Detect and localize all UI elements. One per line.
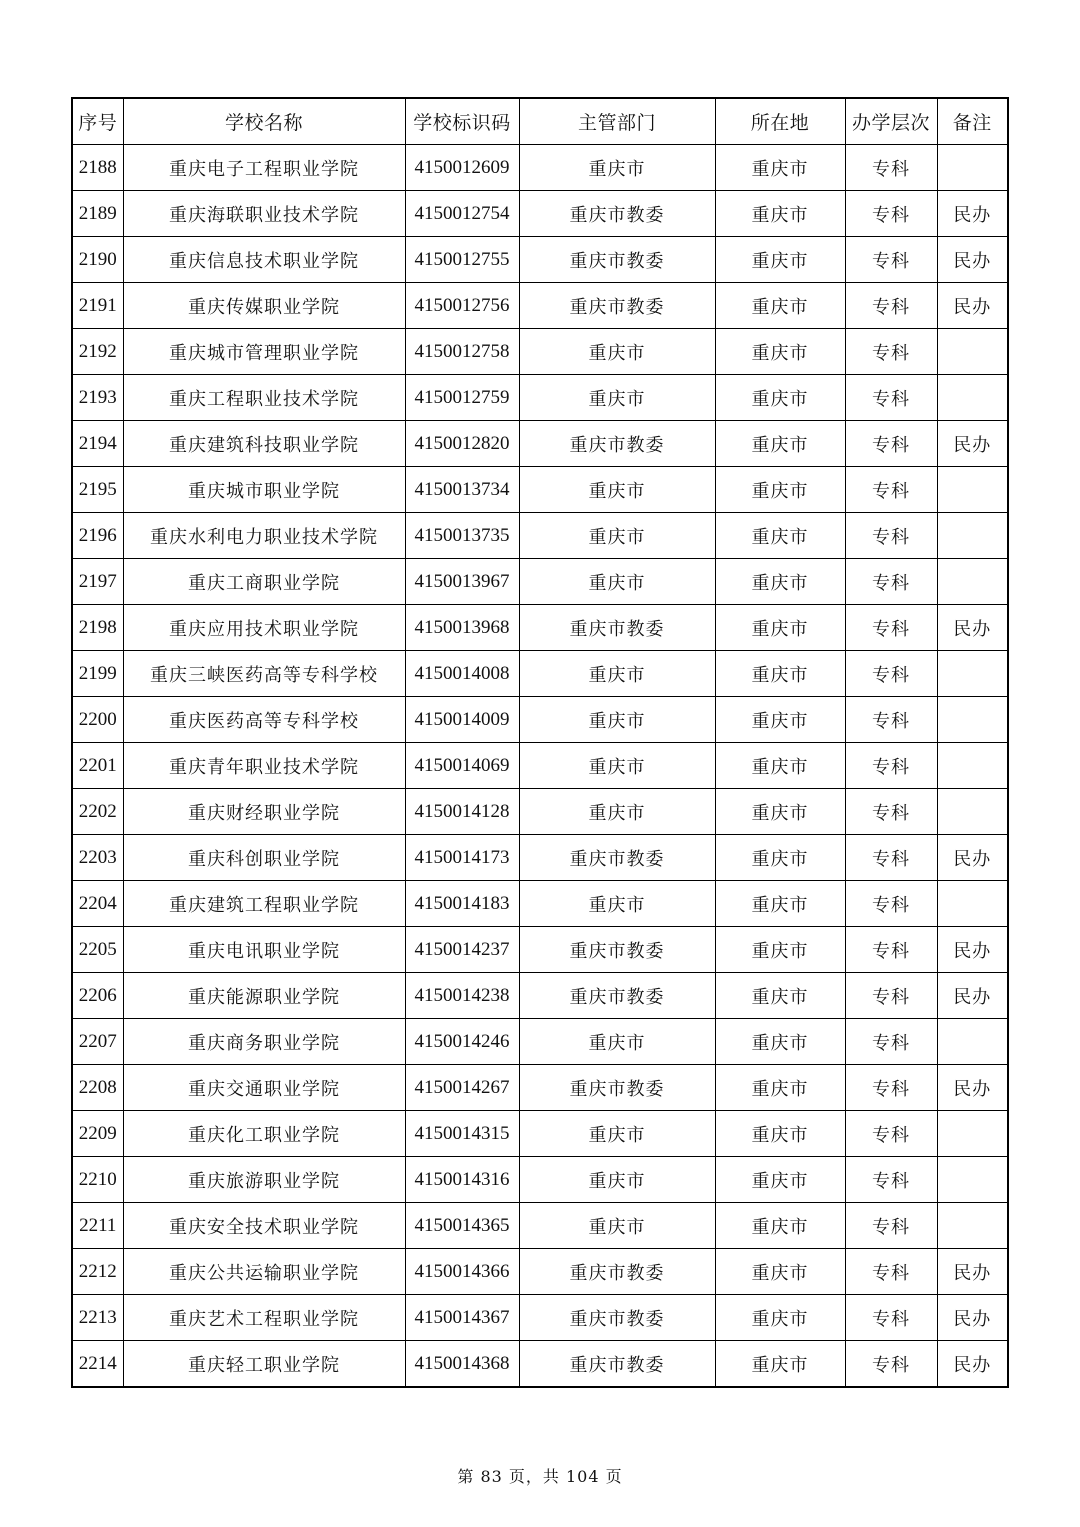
cell-note: 民办 <box>937 1341 1008 1388</box>
cell-level: 专科 <box>845 1111 937 1157</box>
cell-note <box>937 1157 1008 1203</box>
cell-school-code: 4150014069 <box>405 743 519 789</box>
cell-seq: 2211 <box>72 1203 123 1249</box>
cell-school-name: 重庆青年职业技术学院 <box>123 743 405 789</box>
page-footer <box>0 1464 1080 1487</box>
cell-school-name: 重庆安全技术职业学院 <box>123 1203 405 1249</box>
cell-seq: 2189 <box>72 191 123 237</box>
cell-location: 重庆市 <box>715 605 845 651</box>
cell-level: 专科 <box>845 651 937 697</box>
cell-department: 重庆市 <box>519 1203 715 1249</box>
cell-school-name: 重庆旅游职业学院 <box>123 1157 405 1203</box>
cell-department: 重庆市教委 <box>519 283 715 329</box>
table-row <box>72 145 1008 191</box>
cell-school-name: 重庆三峡医药高等专科学校 <box>123 651 405 697</box>
cell-note <box>937 1111 1008 1157</box>
cell-school-code: 4150014238 <box>405 973 519 1019</box>
cell-location: 重庆市 <box>715 283 845 329</box>
cell-seq: 2202 <box>72 789 123 835</box>
cell-location: 重庆市 <box>715 329 845 375</box>
cell-department: 重庆市 <box>519 789 715 835</box>
cell-seq: 2196 <box>72 513 123 559</box>
cell-note: 民办 <box>937 927 1008 973</box>
cell-note <box>937 467 1008 513</box>
cell-level: 专科 <box>845 1341 937 1388</box>
cell-school-code: 4150014368 <box>405 1341 519 1388</box>
cell-school-name: 重庆科创职业学院 <box>123 835 405 881</box>
cell-level: 专科 <box>845 605 937 651</box>
cell-school-code: 4150012756 <box>405 283 519 329</box>
cell-seq: 2199 <box>72 651 123 697</box>
table-row <box>72 1341 1008 1388</box>
cell-department: 重庆市 <box>519 697 715 743</box>
cell-school-name: 重庆水利电力职业技术学院 <box>123 513 405 559</box>
cell-school-name: 重庆建筑工程职业学院 <box>123 881 405 927</box>
cell-school-code: 4150014365 <box>405 1203 519 1249</box>
cell-department: 重庆市 <box>519 329 715 375</box>
cell-department: 重庆市教委 <box>519 835 715 881</box>
table-row <box>72 973 1008 1019</box>
cell-location: 重庆市 <box>715 237 845 283</box>
cell-school-name: 重庆工程职业技术学院 <box>123 375 405 421</box>
cell-department: 重庆市 <box>519 743 715 789</box>
cell-department: 重庆市 <box>519 559 715 605</box>
cell-note <box>937 145 1008 191</box>
header-department: 主管部门 <box>519 98 715 145</box>
cell-school-name: 重庆交通职业学院 <box>123 1065 405 1111</box>
cell-school-code: 4150014009 <box>405 697 519 743</box>
table-row <box>72 789 1008 835</box>
cell-note <box>937 1019 1008 1065</box>
cell-seq: 2206 <box>72 973 123 1019</box>
cell-school-code: 4150014367 <box>405 1295 519 1341</box>
cell-note: 民办 <box>937 191 1008 237</box>
cell-location: 重庆市 <box>715 1019 845 1065</box>
cell-seq: 2190 <box>72 237 123 283</box>
cell-location: 重庆市 <box>715 1203 845 1249</box>
cell-level: 专科 <box>845 881 937 927</box>
cell-department: 重庆市 <box>519 1157 715 1203</box>
cell-level: 专科 <box>845 743 937 789</box>
cell-seq: 2213 <box>72 1295 123 1341</box>
cell-school-name: 重庆医药高等专科学校 <box>123 697 405 743</box>
cell-location: 重庆市 <box>715 973 845 1019</box>
cell-note <box>937 375 1008 421</box>
cell-level: 专科 <box>845 927 937 973</box>
cell-note <box>937 651 1008 697</box>
table-row <box>72 283 1008 329</box>
cell-school-name: 重庆城市职业学院 <box>123 467 405 513</box>
cell-note: 民办 <box>937 973 1008 1019</box>
cell-department: 重庆市教委 <box>519 191 715 237</box>
cell-school-name: 重庆商务职业学院 <box>123 1019 405 1065</box>
cell-note <box>937 881 1008 927</box>
cell-location: 重庆市 <box>715 881 845 927</box>
table-row <box>72 1249 1008 1295</box>
school-list-page <box>71 97 1007 1388</box>
cell-department: 重庆市教委 <box>519 421 715 467</box>
footer-suffix: 页 <box>605 1467 623 1486</box>
cell-location: 重庆市 <box>715 1249 845 1295</box>
cell-location: 重庆市 <box>715 145 845 191</box>
cell-department: 重庆市教委 <box>519 1249 715 1295</box>
cell-location: 重庆市 <box>715 1065 845 1111</box>
cell-department: 重庆市 <box>519 1111 715 1157</box>
cell-school-name: 重庆海联职业技术学院 <box>123 191 405 237</box>
cell-school-code: 4150012758 <box>405 329 519 375</box>
cell-location: 重庆市 <box>715 743 845 789</box>
cell-location: 重庆市 <box>715 559 845 605</box>
cell-location: 重庆市 <box>715 927 845 973</box>
cell-school-name: 重庆传媒职业学院 <box>123 283 405 329</box>
cell-department: 重庆市教委 <box>519 1295 715 1341</box>
table-row <box>72 1019 1008 1065</box>
cell-location: 重庆市 <box>715 513 845 559</box>
cell-school-code: 4150013968 <box>405 605 519 651</box>
cell-department: 重庆市教委 <box>519 973 715 1019</box>
cell-school-name: 重庆应用技术职业学院 <box>123 605 405 651</box>
cell-seq: 2193 <box>72 375 123 421</box>
cell-school-code: 4150014316 <box>405 1157 519 1203</box>
cell-level: 专科 <box>845 237 937 283</box>
cell-location: 重庆市 <box>715 789 845 835</box>
table-body <box>72 145 1008 1388</box>
cell-school-code: 4150013967 <box>405 559 519 605</box>
table-row <box>72 237 1008 283</box>
cell-location: 重庆市 <box>715 1111 845 1157</box>
cell-school-code: 4150013734 <box>405 467 519 513</box>
cell-school-code: 4150012755 <box>405 237 519 283</box>
footer-middle: 页，共 <box>508 1467 560 1486</box>
table-row <box>72 1065 1008 1111</box>
cell-note: 民办 <box>937 1065 1008 1111</box>
cell-note <box>937 559 1008 605</box>
cell-school-code: 4150014315 <box>405 1111 519 1157</box>
cell-seq: 2198 <box>72 605 123 651</box>
cell-location: 重庆市 <box>715 191 845 237</box>
cell-school-name: 重庆化工职业学院 <box>123 1111 405 1157</box>
header-seq: 序号 <box>72 98 123 145</box>
cell-department: 重庆市 <box>519 1019 715 1065</box>
cell-location: 重庆市 <box>715 467 845 513</box>
footer-page-number: 83 <box>480 1467 503 1486</box>
cell-seq: 2203 <box>72 835 123 881</box>
header-school-name: 学校名称 <box>123 98 405 145</box>
cell-seq: 2192 <box>72 329 123 375</box>
cell-seq: 2201 <box>72 743 123 789</box>
cell-seq: 2209 <box>72 1111 123 1157</box>
cell-school-code: 4150012820 <box>405 421 519 467</box>
cell-department: 重庆市 <box>519 375 715 421</box>
cell-location: 重庆市 <box>715 375 845 421</box>
cell-school-code: 4150014128 <box>405 789 519 835</box>
header-note: 备注 <box>937 98 1008 145</box>
cell-seq: 2207 <box>72 1019 123 1065</box>
cell-note: 民办 <box>937 237 1008 283</box>
cell-school-name: 重庆建筑科技职业学院 <box>123 421 405 467</box>
cell-school-name: 重庆艺术工程职业学院 <box>123 1295 405 1341</box>
cell-location: 重庆市 <box>715 1295 845 1341</box>
cell-department: 重庆市 <box>519 467 715 513</box>
cell-school-code: 4150014183 <box>405 881 519 927</box>
cell-level: 专科 <box>845 513 937 559</box>
cell-school-name: 重庆轻工职业学院 <box>123 1341 405 1388</box>
cell-note: 民办 <box>937 1249 1008 1295</box>
table-row <box>72 651 1008 697</box>
cell-seq: 2214 <box>72 1341 123 1388</box>
cell-level: 专科 <box>845 375 937 421</box>
cell-location: 重庆市 <box>715 1157 845 1203</box>
cell-department: 重庆市教委 <box>519 237 715 283</box>
cell-department: 重庆市 <box>519 651 715 697</box>
cell-level: 专科 <box>845 421 937 467</box>
cell-location: 重庆市 <box>715 697 845 743</box>
cell-seq: 2197 <box>72 559 123 605</box>
table-row <box>72 697 1008 743</box>
table-row <box>72 467 1008 513</box>
table-row <box>72 421 1008 467</box>
cell-seq: 2210 <box>72 1157 123 1203</box>
cell-school-name: 重庆电讯职业学院 <box>123 927 405 973</box>
cell-note: 民办 <box>937 421 1008 467</box>
cell-department: 重庆市教委 <box>519 605 715 651</box>
cell-seq: 2212 <box>72 1249 123 1295</box>
table-row <box>72 559 1008 605</box>
cell-note <box>937 513 1008 559</box>
header-level: 办学层次 <box>845 98 937 145</box>
cell-note: 民办 <box>937 605 1008 651</box>
table-row <box>72 1111 1008 1157</box>
cell-seq: 2188 <box>72 145 123 191</box>
cell-school-code: 4150014008 <box>405 651 519 697</box>
cell-school-name: 重庆城市管理职业学院 <box>123 329 405 375</box>
table-row <box>72 1203 1008 1249</box>
header-school-code: 学校标识码 <box>405 98 519 145</box>
cell-note <box>937 743 1008 789</box>
cell-school-code: 4150014267 <box>405 1065 519 1111</box>
table-row <box>72 743 1008 789</box>
cell-school-code: 4150014246 <box>405 1019 519 1065</box>
cell-level: 专科 <box>845 1157 937 1203</box>
cell-level: 专科 <box>845 835 937 881</box>
cell-school-code: 4150014237 <box>405 927 519 973</box>
cell-department: 重庆市 <box>519 881 715 927</box>
cell-level: 专科 <box>845 1203 937 1249</box>
cell-seq: 2204 <box>72 881 123 927</box>
table-row <box>72 1295 1008 1341</box>
cell-school-name: 重庆信息技术职业学院 <box>123 237 405 283</box>
cell-level: 专科 <box>845 329 937 375</box>
school-table <box>71 97 1009 1388</box>
cell-department: 重庆市 <box>519 145 715 191</box>
cell-note <box>937 697 1008 743</box>
cell-school-code: 4150012754 <box>405 191 519 237</box>
cell-school-code: 4150014173 <box>405 835 519 881</box>
table-header-row <box>72 98 1008 145</box>
header-location: 所在地 <box>715 98 845 145</box>
cell-level: 专科 <box>845 1019 937 1065</box>
cell-level: 专科 <box>845 973 937 1019</box>
cell-school-name: 重庆能源职业学院 <box>123 973 405 1019</box>
cell-department: 重庆市教委 <box>519 1341 715 1388</box>
cell-level: 专科 <box>845 789 937 835</box>
cell-level: 专科 <box>845 697 937 743</box>
cell-note: 民办 <box>937 1295 1008 1341</box>
cell-department: 重庆市 <box>519 513 715 559</box>
cell-seq: 2205 <box>72 927 123 973</box>
cell-location: 重庆市 <box>715 835 845 881</box>
cell-note <box>937 329 1008 375</box>
table-row <box>72 375 1008 421</box>
cell-level: 专科 <box>845 1065 937 1111</box>
cell-level: 专科 <box>845 283 937 329</box>
cell-school-code: 4150014366 <box>405 1249 519 1295</box>
cell-school-code: 4150013735 <box>405 513 519 559</box>
cell-school-name: 重庆工商职业学院 <box>123 559 405 605</box>
table-row <box>72 329 1008 375</box>
cell-school-name: 重庆公共运输职业学院 <box>123 1249 405 1295</box>
cell-school-name: 重庆财经职业学院 <box>123 789 405 835</box>
cell-level: 专科 <box>845 1295 937 1341</box>
footer-prefix: 第 <box>457 1467 475 1486</box>
cell-school-name: 重庆电子工程职业学院 <box>123 145 405 191</box>
cell-department: 重庆市教委 <box>519 927 715 973</box>
table-row <box>72 513 1008 559</box>
cell-note: 民办 <box>937 835 1008 881</box>
cell-level: 专科 <box>845 191 937 237</box>
table-row <box>72 881 1008 927</box>
cell-seq: 2208 <box>72 1065 123 1111</box>
table-row <box>72 191 1008 237</box>
cell-level: 专科 <box>845 559 937 605</box>
footer-total-pages: 104 <box>566 1467 600 1486</box>
table-row <box>72 835 1008 881</box>
table-row <box>72 1157 1008 1203</box>
cell-location: 重庆市 <box>715 651 845 697</box>
cell-level: 专科 <box>845 467 937 513</box>
cell-level: 专科 <box>845 1249 937 1295</box>
table-row <box>72 605 1008 651</box>
cell-department: 重庆市教委 <box>519 1065 715 1111</box>
cell-note <box>937 789 1008 835</box>
cell-note <box>937 1203 1008 1249</box>
cell-school-code: 4150012759 <box>405 375 519 421</box>
table-row <box>72 927 1008 973</box>
cell-seq: 2194 <box>72 421 123 467</box>
cell-seq: 2191 <box>72 283 123 329</box>
cell-level: 专科 <box>845 145 937 191</box>
cell-school-code: 4150012609 <box>405 145 519 191</box>
cell-location: 重庆市 <box>715 421 845 467</box>
cell-seq: 2200 <box>72 697 123 743</box>
cell-note: 民办 <box>937 283 1008 329</box>
cell-seq: 2195 <box>72 467 123 513</box>
cell-location: 重庆市 <box>715 1341 845 1388</box>
